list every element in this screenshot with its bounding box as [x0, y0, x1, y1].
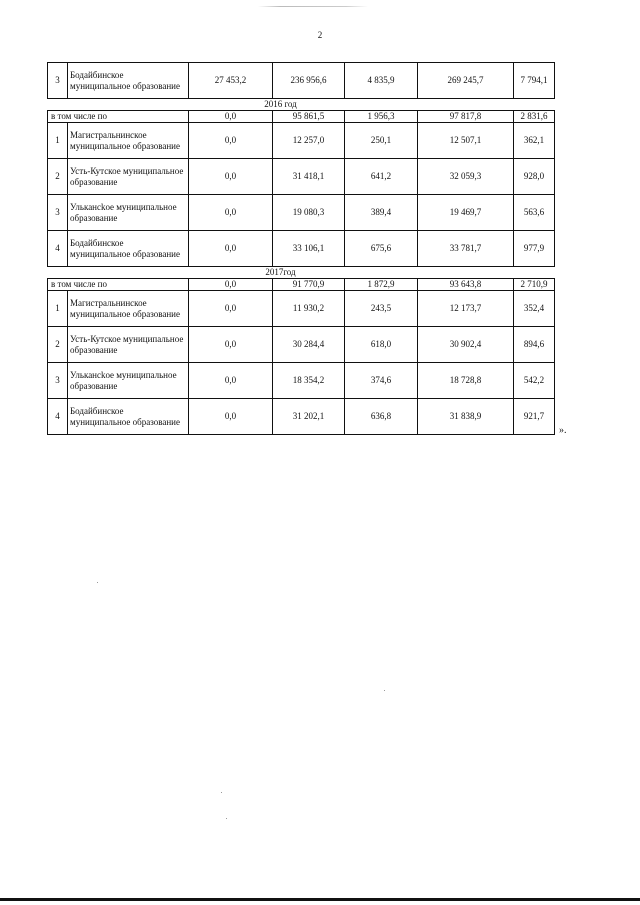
- cell-value: 675,6: [345, 231, 418, 267]
- municipality-name: Улькансkoe муниципальное образование: [68, 363, 189, 399]
- table-row: [48, 231, 555, 267]
- cell-value: 4 835,9: [345, 63, 418, 99]
- year-heading-row: [48, 267, 555, 279]
- table-row: [48, 159, 555, 195]
- cell-value: 33 106,1: [273, 231, 345, 267]
- scan-speck: [221, 792, 222, 793]
- closing-quote-mark: ».: [559, 425, 567, 436]
- row-index: 3: [48, 363, 68, 399]
- year-heading: 2016 год: [48, 99, 514, 111]
- scan-speck: [384, 690, 385, 691]
- cell-value: 894,6: [514, 327, 555, 363]
- cell-value: 389,4: [345, 195, 418, 231]
- municipality-name: Бодайбинское муниципальное образование: [68, 399, 189, 435]
- cell-value: 12 257,0: [273, 123, 345, 159]
- scan-speck: [97, 582, 98, 583]
- cell-value: 362,1: [514, 123, 555, 159]
- cell-value: 243,5: [345, 291, 418, 327]
- cell-value: 19 080,3: [273, 195, 345, 231]
- municipality-name: Усть-Кутское муниципальное образование: [68, 159, 189, 195]
- subtotal-value: 95 861,5: [273, 111, 345, 123]
- cell-value: 542,2: [514, 363, 555, 399]
- row-index: 1: [48, 291, 68, 327]
- row-index: 4: [48, 231, 68, 267]
- cell-value: 12 507,1: [418, 123, 514, 159]
- cell-value: 31 838,9: [418, 399, 514, 435]
- cell-value: 27 453,2: [189, 63, 273, 99]
- municipality-name: Улькансkoe муниципальное образование: [68, 195, 189, 231]
- cell-value: 563,6: [514, 195, 555, 231]
- cell-value: 641,2: [345, 159, 418, 195]
- table-row: [48, 195, 555, 231]
- subtotal-value: 0,0: [189, 279, 273, 291]
- table-row: [48, 363, 555, 399]
- cell-value: 11 930,2: [273, 291, 345, 327]
- cell-value: 33 781,7: [418, 231, 514, 267]
- municipality-name: Усть-Кутское муниципальное образование: [68, 327, 189, 363]
- subtotal-row: [48, 111, 555, 123]
- cell-value: 0,0: [189, 327, 273, 363]
- row-index: 2: [48, 159, 68, 195]
- municipality-name: Бодайбинское муниципальное образование: [68, 63, 189, 99]
- subtotal-value: 0,0: [189, 111, 273, 123]
- row-index: 3: [48, 63, 68, 99]
- table-row: [48, 291, 555, 327]
- cell-value: 374,6: [345, 363, 418, 399]
- cell-value: 18 354,2: [273, 363, 345, 399]
- table-row: [48, 327, 555, 363]
- cell-value: 921,7: [514, 399, 555, 435]
- subtotal-label: в том числе по: [48, 279, 189, 291]
- cell-value: 352,4: [514, 291, 555, 327]
- row-index: 4: [48, 399, 68, 435]
- cell-value: 618,0: [345, 327, 418, 363]
- table-row: [48, 63, 555, 99]
- year-heading-row: [48, 99, 555, 111]
- budget-table: [47, 62, 555, 435]
- row-index: 1: [48, 123, 68, 159]
- cell-value: 269 245,7: [418, 63, 514, 99]
- cell-value: 0,0: [189, 159, 273, 195]
- subtotal-value: 97 817,8: [418, 111, 514, 123]
- cell-value: 928,0: [514, 159, 555, 195]
- table-row: [48, 123, 555, 159]
- subtotal-value: 1 956,3: [345, 111, 418, 123]
- scan-bottom-edge: [0, 898, 640, 901]
- scan-speck: [226, 818, 227, 819]
- municipality-name: Магистральнинское муниципальное образование: [68, 123, 189, 159]
- page-number: 2: [317, 30, 323, 40]
- cell-value: 0,0: [189, 195, 273, 231]
- cell-value: 31 418,1: [273, 159, 345, 195]
- cell-value: 0,0: [189, 399, 273, 435]
- cell-value: 30 284,4: [273, 327, 345, 363]
- subtotal-value: 1 872,9: [345, 279, 418, 291]
- cell-value: 32 059,3: [418, 159, 514, 195]
- year-heading: 2017год: [48, 267, 514, 279]
- cell-value: 12 173,7: [418, 291, 514, 327]
- cell-value: 0,0: [189, 291, 273, 327]
- cell-value: 31 202,1: [273, 399, 345, 435]
- table-row: [48, 399, 555, 435]
- municipality-name: Бодайбинское муниципальное образование: [68, 231, 189, 267]
- cell-value: 250,1: [345, 123, 418, 159]
- cell-value: 977,9: [514, 231, 555, 267]
- municipality-name: Магистральнинское муниципальное образование: [68, 291, 189, 327]
- cell-value: 636,8: [345, 399, 418, 435]
- row-index: 3: [48, 195, 68, 231]
- cell-value: 19 469,7: [418, 195, 514, 231]
- subtotal-row: [48, 279, 555, 291]
- row-index: 2: [48, 327, 68, 363]
- cell-value: 0,0: [189, 363, 273, 399]
- subtotal-value: 2 710,9: [514, 279, 555, 291]
- subtotal-value: 2 831,6: [514, 111, 555, 123]
- subtotal-value: 91 770,9: [273, 279, 345, 291]
- scan-mark: [258, 6, 368, 7]
- cell-value: 18 728,8: [418, 363, 514, 399]
- cell-value: 0,0: [189, 231, 273, 267]
- cell-value: 30 902,4: [418, 327, 514, 363]
- subtotal-value: 93 643,8: [418, 279, 514, 291]
- cell-value: 0,0: [189, 123, 273, 159]
- cell-value: 236 956,6: [273, 63, 345, 99]
- cell-value: 7 794,1: [514, 63, 555, 99]
- subtotal-label: в том числе по: [48, 111, 189, 123]
